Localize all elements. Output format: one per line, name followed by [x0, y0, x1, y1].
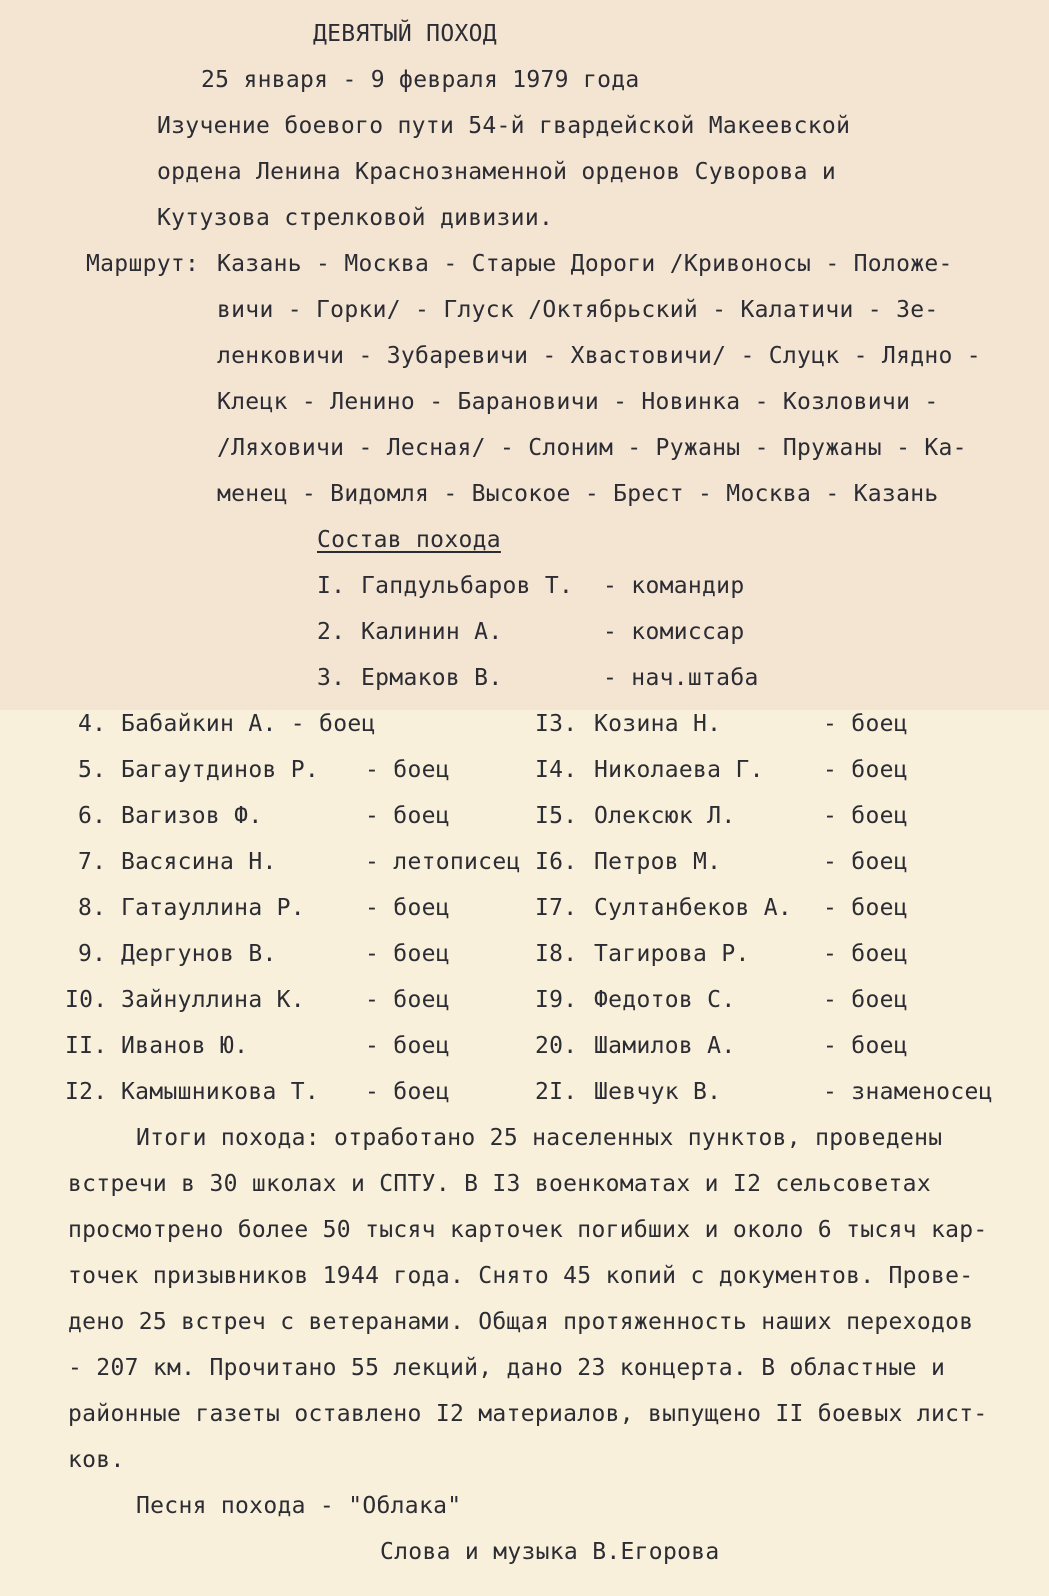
member-19-role: - боец: [823, 987, 908, 1013]
member-4-number: 4.: [78, 711, 107, 737]
member-11-number: II.: [65, 1033, 108, 1059]
member-16-name: Петров М.: [594, 849, 722, 875]
member-9-role: - боец: [365, 941, 450, 967]
member-13-number: I3.: [535, 711, 578, 737]
lower-paper-sheet: [0, 710, 1049, 1596]
results-line-3: просмотрено более 50 тысяч карточек погибших и около 6 тысяч кар-: [68, 1217, 988, 1243]
member-8-name: Гатауллина Р.: [121, 895, 305, 921]
member-14-number: I4.: [535, 757, 578, 783]
leader-2-name: Калинин А.: [361, 619, 503, 645]
leader-2-role: - комиссар: [603, 619, 745, 645]
purpose-line-3: Кутузова стрелковой дивизии.: [157, 205, 554, 231]
route-line-1: Казань - Москва - Старые Дороги /Кривоносы - Положе-: [217, 251, 953, 277]
member-15-name: Олексюк Л.: [594, 803, 736, 829]
member-21-role: - знаменосец: [823, 1079, 993, 1105]
member-19-name: Федотов С.: [594, 987, 736, 1013]
results-line-2: встречи в 30 школах и СПТУ. В I3 военкоматах и I2 сельсоветах: [68, 1171, 931, 1197]
route-line-3: ленковичи - Зубаревичи - Хвастовичи/ - Слуцк - Лядно -: [217, 343, 981, 369]
member-4-name: Бабайкин А. - боец: [121, 711, 376, 737]
member-21-number: 2I.: [535, 1079, 578, 1105]
member-5-number: 5.: [78, 757, 107, 783]
member-10-role: - боец: [365, 987, 450, 1013]
song-credit: Слова и музыка В.Егорова: [380, 1539, 720, 1565]
member-17-role: - боец: [823, 895, 908, 921]
route-line-6: менец - Видомля - Высокое - Брест - Москва - Казань: [217, 481, 939, 507]
document-title: ДЕВЯТЫЙ ПОХОД: [313, 21, 497, 47]
member-16-number: I6.: [535, 849, 578, 875]
member-15-role: - боец: [823, 803, 908, 829]
member-12-role: - боец: [365, 1079, 450, 1105]
member-21-name: Шевчук В.: [594, 1079, 722, 1105]
results-line-4: точек призывников 1944 года. Снято 45 копий с документов. Прове-: [68, 1263, 974, 1289]
leader-1-name: Гапдульбаров Т.: [361, 573, 574, 599]
member-9-name: Дергунов В.: [121, 941, 277, 967]
member-6-name: Вагизов Ф.: [121, 803, 263, 829]
member-5-role: - боец: [365, 757, 450, 783]
member-16-role: - боец: [823, 849, 908, 875]
results-line-8: ков.: [68, 1447, 125, 1473]
member-9-number: 9.: [78, 941, 107, 967]
results-line-6: - 207 км. Прочитано 55 лекций, дано 23 концерта. В областные и: [68, 1355, 946, 1381]
leader-3-number: 3.: [317, 665, 346, 691]
member-14-name: Николаева Г.: [594, 757, 764, 783]
purpose-line-1: Изучение боевого пути 54-й гвардейской Макеевской: [157, 113, 851, 139]
member-6-number: 6.: [78, 803, 107, 829]
member-12-name: Камышникова Т.: [121, 1079, 320, 1105]
member-10-number: I0.: [65, 987, 108, 1013]
results-line-1: Итоги похода: отработано 25 населенных пунктов, проведены: [136, 1125, 943, 1151]
member-6-role: - боец: [365, 803, 450, 829]
leader-3-role: - нач.штаба: [603, 665, 759, 691]
member-14-role: - боец: [823, 757, 908, 783]
member-7-role: - летописец: [365, 849, 521, 875]
member-18-number: I8.: [535, 941, 578, 967]
purpose-line-2: ордена Ленина Краснознаменной орденов Суворова и: [157, 159, 837, 185]
member-13-role: - боец: [823, 711, 908, 737]
member-20-name: Шамилов А.: [594, 1033, 736, 1059]
leader-1-number: I.: [317, 573, 346, 599]
route-line-2: вичи - Горки/ - Глуск /Октябрьский - Калатичи - Зе-: [217, 297, 939, 323]
member-5-name: Багаутдинов Р.: [121, 757, 320, 783]
member-18-role: - боец: [823, 941, 908, 967]
member-10-name: Зайнуллина К.: [121, 987, 305, 1013]
member-18-name: Тагирова Р.: [594, 941, 750, 967]
member-17-name: Султанбеков А.: [594, 895, 793, 921]
member-7-name: Васясина Н.: [121, 849, 277, 875]
route-label: Маршрут:: [86, 251, 200, 277]
member-20-number: 20.: [535, 1033, 578, 1059]
song-line: Песня похода - "Облака": [136, 1493, 462, 1519]
leader-2-number: 2.: [317, 619, 346, 645]
member-17-number: I7.: [535, 895, 578, 921]
results-line-5: дено 25 встреч с ветеранами. Общая протяженность наших переходов: [68, 1309, 974, 1335]
date-range: 25 января - 9 февраля 1979 года: [201, 67, 640, 93]
route-line-4: Клецк - Ленино - Барановичи - Новинка - Козловичи -: [217, 389, 939, 415]
member-8-number: 8.: [78, 895, 107, 921]
member-11-name: Иванов Ю.: [121, 1033, 249, 1059]
member-8-role: - боец: [365, 895, 450, 921]
member-12-number: I2.: [65, 1079, 108, 1105]
member-15-number: I5.: [535, 803, 578, 829]
member-20-role: - боец: [823, 1033, 908, 1059]
member-11-role: - боец: [365, 1033, 450, 1059]
member-13-name: Козина Н.: [594, 711, 722, 737]
member-7-number: 7.: [78, 849, 107, 875]
results-line-7: районные газеты оставлено I2 материалов, выпущено II боевых лист-: [68, 1401, 988, 1427]
member-19-number: I9.: [535, 987, 578, 1013]
route-line-5: /Ляховичи - Лесная/ - Слоним - Ружаны - Пружаны - Ка-: [217, 435, 967, 461]
leader-3-name: Ермаков В.: [361, 665, 503, 691]
leader-1-role: - командир: [603, 573, 745, 599]
roster-heading: Состав похода: [317, 527, 501, 553]
